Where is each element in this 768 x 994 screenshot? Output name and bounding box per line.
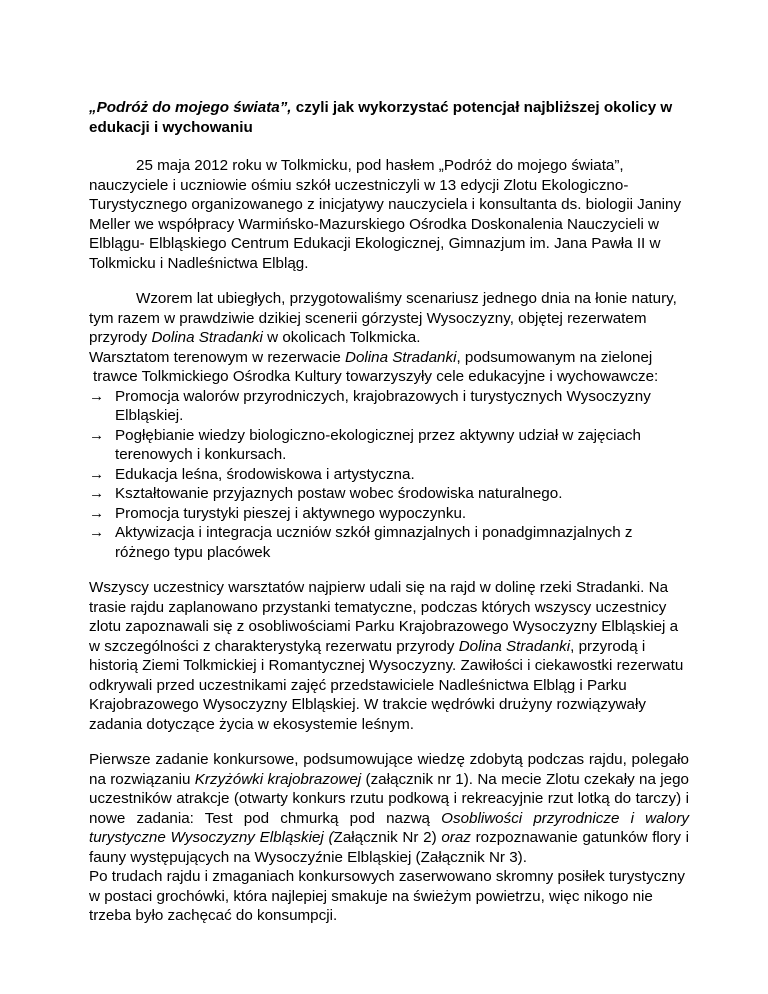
list-item: → Promocja walorów przyrodniczych, krajobrazowych i turystycznych Wysoczyzny Elbląskiej. xyxy=(89,387,651,424)
list-item: → Pogłębianie wiedzy biologiczno-ekologicznej przez aktywny udział w zajęciach terenowych i konkursach. xyxy=(89,426,641,463)
paragraph-goals-intro: trawce Tolkmickiego Ośrodka Kultury towarzyszyły cele edukacyjne i wychowawcze: xyxy=(93,368,659,385)
list-item: → Promocja turystyki pieszej i aktywnego wypoczynku. xyxy=(89,504,467,522)
paragraph-scenario: Wzorem lat ubiegłych, przygotowaliśmy scenariusz jednego dnia na łonie natury, tym razem w prawdziwie dzikiej scenerii górzystej Wysoczyzny, objętej rezerwatem przyrody Dolina Stradanki w okolicach Tolkmicka. xyxy=(89,290,677,346)
document-title xyxy=(89,98,689,137)
paragraph-contest: Pierwsze zadanie konkursowe, podsumowujące wiedzę zdobytą podczas rajdu, polegało na rozwiązaniu Krzyżówki krajobrazowej (załącznik nr 1). Na mecie Zlotu czekały na jego uczestników atrakcje (otwarty konkurs rzutu podkową i rekreacyjnie rzut lotką do tarczy) i nowe zadania: Test pod chmurką pod nazwą Osobliwości przyrodnicze i walory turystyczne Wysoczyzny Elbląskiej (Załącznik Nr 2) oraz rozpoznawanie gatunków flory i fauny występujących na Wysoczyźnie Elbląskiej (Załącznik Nr 3). xyxy=(89,751,689,866)
arrow-icon: → xyxy=(89,524,105,541)
title-quoted: „Podróż do mojego świata”, xyxy=(89,99,292,116)
list-item: → Kształtowanie przyjaznych postaw wobec środowiska naturalnego. xyxy=(89,485,563,502)
arrow-icon: → xyxy=(89,387,105,405)
arrow-icon: → xyxy=(89,504,105,522)
goals-list xyxy=(89,387,689,563)
title-rest: czyli jak wykorzystać potencjał najbliższej okolicy w edukacji i wychowaniu xyxy=(89,99,673,136)
arrow-icon: → xyxy=(89,426,105,444)
paragraph-workshops: Warsztatom terenowym w rezerwacie Dolina Stradanki, podsumowanym na zielonej xyxy=(89,348,653,366)
list-item: → Aktywizacja i integracja uczniów szkół gimnazjalnych i ponadgimnazjalnych z różnego typu placówek xyxy=(89,524,633,561)
paragraph-rally: Wszyscy uczestnicy warsztatów najpierw udali się na rajd w dolinę rzeki Stradanki. Na trasie rajdu zaplanowano przystanki tematyczne, podczas których wszyscy uczestnicy zlotu zapoznawali się z osobliwościami Parku Krajobrazowego Wysoczyzny Elbląskiej a w szczególności z charakterystyką rezerwatu przyrody Dolina Stradanki, przyrodą i historią Ziemi Tolkmickiej i Romantycznej Wysoczyzny. Zawiłości i ciekawostki rezerwatu odkrywali przed uczestnikami zajęć przedstawiciele Nadleśnictwa Elbląg i Parku Krajobrazowego Wysoczyzny Elbląskiej. W trakcie wędrówki drużyny rozwiązywały zadania dotyczące życia w ekosystemie leśnym. xyxy=(89,579,684,733)
arrow-icon: → xyxy=(89,465,105,483)
paragraph-intro: 25 maja 2012 roku w Tolkmicku, pod hasłem „Podróż do mojego świata”, nauczyciele i uczniowie ośmiu szkół uczestniczyli w 13 edycji Zlotu Ekologiczno-Turystycznego organizowanego z inicjatywy nauczyciela i konsultanta ds. biologii Janiny Meller we współpracy Warmińsko-Mazurskiego Ośrodka Doskonalenia Nauczycieli w Elblągu- Elbląskiego Centrum Edukacji Ekologicznej, Gimnazjum im. Jana Pawła II w Tolkmicku i Nadleśnictwa Elbląg. xyxy=(89,157,682,272)
paragraph-meal: Po trudach rajdu i zmaganiach konkursowych zaserwowano skromny posiłek turystyczny w postaci grochówki, która najlepiej smakuje na świeżym powietrzu, więc nikogo nie trzeba było zachęcać do konsumpcji. xyxy=(89,868,685,924)
list-item: → Edukacja leśna, środowiskowa i artystyczna. xyxy=(89,465,415,483)
document-page xyxy=(89,98,689,926)
arrow-icon: → xyxy=(89,485,105,502)
